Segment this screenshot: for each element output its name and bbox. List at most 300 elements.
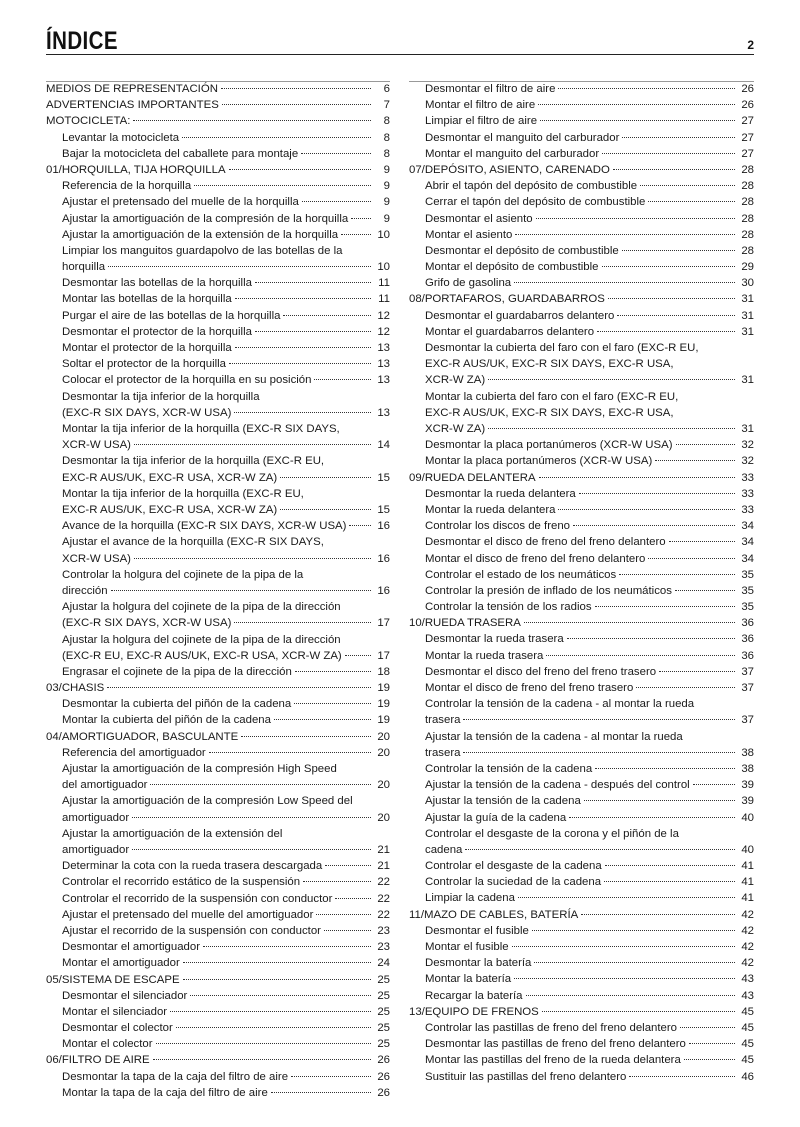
toc-entry-page-number: 45 [741, 1038, 754, 1051]
dot-leader [134, 444, 371, 445]
dot-leader [132, 817, 371, 818]
toc-entry[interactable] [46, 324, 390, 340]
dot-leader [235, 347, 371, 348]
toc-entry-page-number: 45 [741, 1021, 754, 1034]
toc-entry[interactable] [46, 275, 390, 291]
toc-entry[interactable] [409, 567, 754, 583]
toc-entry-page-number: 25 [377, 1038, 390, 1051]
toc-entry-title: Montar la cubierta del piñón de la cadena [62, 714, 271, 727]
dot-leader [693, 784, 735, 785]
toc-entry[interactable] [409, 130, 754, 146]
dot-leader [107, 687, 371, 688]
toc-entry-title: Desmontar el asiento [425, 212, 533, 225]
toc-entry[interactable] [46, 874, 390, 890]
dot-leader [539, 477, 735, 478]
toc-chapter-entry[interactable] [46, 680, 390, 696]
dot-leader [581, 914, 735, 915]
dot-leader [156, 1043, 371, 1044]
toc-entry[interactable] [46, 534, 390, 566]
toc-entry[interactable] [409, 729, 754, 761]
toc-entry-title: Montar el guardabarros delantero [425, 325, 595, 338]
toc-entry-title: Controlar la suciedad de la cadena [425, 876, 602, 889]
toc-entry-page-number: 31 [741, 293, 754, 306]
dot-leader [209, 752, 371, 753]
toc-entry-title: Controlar la tensión de los radios [425, 601, 592, 614]
toc-entry-title: Ajustar la guía de la cadena [425, 811, 567, 824]
dot-leader [235, 298, 371, 299]
toc-entry[interactable] [409, 793, 754, 809]
toc-entry-page-number: 8 [383, 131, 390, 144]
toc-entry[interactable] [409, 389, 754, 438]
toc-entry-title: 08/PORTAFAROS, GUARDABARROS [409, 293, 605, 306]
dot-leader [680, 1027, 735, 1028]
toc-entry-page-number: 14 [377, 439, 390, 452]
toc-entry[interactable] [46, 1020, 390, 1036]
toc-entry-text-line: Limpiar los manguitos guardapolvo de las botellas de la [62, 244, 343, 257]
toc-entry[interactable] [409, 696, 754, 728]
toc-chapter-entry[interactable] [409, 907, 754, 923]
toc-entry[interactable] [46, 696, 390, 712]
dot-leader [629, 1076, 735, 1077]
toc-entry[interactable] [46, 178, 390, 194]
toc-entry-title: Montar el disco de freno del freno trasero [425, 682, 634, 694]
toc-entry-page-number: 9 [383, 196, 390, 209]
dot-leader [294, 703, 371, 704]
toc-entry[interactable] [409, 971, 754, 987]
dot-leader [463, 719, 735, 720]
toc-entry[interactable] [409, 826, 754, 858]
toc-entry-page-number: 9 [383, 163, 390, 176]
toc-entry-page-number: 12 [377, 309, 390, 322]
dot-leader [613, 169, 735, 170]
toc-entry[interactable] [409, 81, 754, 97]
toc-entry-title: Montar el silenciador [62, 1005, 168, 1018]
toc-entry[interactable] [46, 211, 390, 227]
toc-entry-text-line: Desmontar la tija inferior de la horquilla (EXC-R EU, [62, 455, 325, 468]
toc-entry[interactable] [409, 858, 754, 874]
dot-leader [648, 201, 735, 202]
toc-chapter-entry[interactable] [46, 162, 390, 178]
toc-entry-page-number: 37 [741, 665, 754, 678]
toc-chapter-entry[interactable] [46, 729, 390, 745]
dot-leader [170, 1011, 371, 1012]
toc-entry[interactable] [409, 534, 754, 550]
toc-entry[interactable] [46, 761, 390, 793]
toc-entry-title: Desmontar el colector [62, 1022, 173, 1035]
dot-leader [546, 655, 735, 656]
toc-entry-page-number: 17 [377, 649, 390, 662]
toc-entry-page-number: 17 [377, 617, 390, 630]
toc-entry-title: MOTOCICLETA: [46, 115, 131, 128]
toc-entry[interactable] [46, 146, 390, 162]
dot-leader [316, 914, 371, 915]
toc-entry-title: XCR-W USA) [62, 439, 131, 452]
toc-entry[interactable] [46, 891, 390, 907]
dot-leader [303, 881, 371, 882]
dot-leader [534, 962, 735, 963]
toc-entry[interactable] [409, 583, 754, 599]
toc-entry[interactable] [409, 988, 754, 1004]
toc-entry-page-number: 31 [741, 374, 754, 387]
toc-entry[interactable] [46, 793, 390, 825]
dot-leader [514, 978, 735, 979]
toc-chapter-entry[interactable] [46, 1052, 390, 1068]
toc-chapter-entry[interactable] [409, 470, 754, 486]
toc-entry[interactable] [409, 1036, 754, 1052]
toc-entry-page-number: 30 [741, 277, 754, 290]
toc-entry[interactable] [409, 502, 754, 518]
toc-entry[interactable] [409, 1052, 754, 1068]
toc-entry-title: Desmontar el amortiguador [62, 941, 201, 954]
toc-entry-title: EXC-R AUS/UK, EXC-R USA, XCR-W ZA) [62, 471, 278, 484]
toc-entry-title: Abrir el tapón del depósito de combustible [425, 180, 638, 193]
toc-entry[interactable] [409, 648, 754, 664]
dot-leader [488, 379, 735, 380]
toc-entry[interactable] [409, 259, 754, 275]
toc-entry[interactable] [409, 211, 754, 227]
toc-entry-text-line: Ajustar la amortiguación de la compresión Low Speed del [62, 795, 353, 808]
toc-entry-title: dirección [62, 584, 108, 597]
dot-leader [536, 218, 735, 219]
toc-entry[interactable] [409, 777, 754, 793]
toc-entry-title: Ajustar la tensión de la cadena - después del control [425, 779, 690, 792]
dot-leader [619, 574, 735, 575]
toc-entry-title: Cerrar el tapón del depósito de combustible [425, 196, 646, 209]
toc-entry-title: Desmontar el depósito de combustible [425, 244, 619, 257]
toc-entry-title: Montar el amortiguador [62, 957, 180, 970]
toc-entry-title: Desmontar la cubierta del piñón de la cadena [62, 698, 292, 711]
toc-entry-title: Montar la batería [425, 973, 512, 986]
toc-entry-page-number: 16 [377, 584, 390, 597]
dot-leader [345, 655, 371, 656]
dot-leader [605, 865, 735, 866]
toc-entry-title: Montar las pastillas del freno de la rueda delantera [425, 1054, 681, 1067]
toc-entry-title: Sustituir las pastillas del freno delantero [425, 1070, 627, 1083]
toc-entry[interactable] [409, 308, 754, 324]
toc-entry[interactable] [409, 518, 754, 534]
toc-entry[interactable] [46, 372, 390, 388]
toc-entry-title: Desmontar el guardabarros delantero [425, 309, 615, 322]
toc-entry[interactable] [46, 988, 390, 1004]
dot-leader [558, 509, 735, 510]
toc-entry-text-line: Ajustar la amortiguación de la extensión del [62, 827, 283, 840]
dot-leader [190, 995, 371, 996]
toc-entry-text-line: Controlar la holgura del cojinete de la pipa de la [62, 568, 304, 581]
toc-entry-page-number: 31 [741, 325, 754, 338]
toc-entry-title: amortiguador [62, 811, 130, 824]
toc-entry-title: Montar la rueda delantera [425, 503, 556, 516]
toc-entry-page-number: 11 [378, 277, 390, 290]
toc-entry-title: Referencia de la horquilla [62, 180, 192, 193]
toc-entry[interactable] [409, 923, 754, 939]
toc-entry[interactable] [46, 923, 390, 939]
toc-entry[interactable] [46, 421, 390, 453]
toc-entry[interactable] [409, 178, 754, 194]
toc-entry[interactable] [46, 826, 390, 858]
toc-entry[interactable] [409, 631, 754, 647]
toc-entry-page-number: 33 [741, 471, 754, 484]
toc-entry-title: Ajustar la amortiguación de la extensión de la horquilla [62, 228, 339, 241]
toc-entry[interactable] [46, 712, 390, 728]
toc-entry[interactable] [46, 939, 390, 955]
toc-entry-title: horquilla [62, 261, 106, 274]
header-rule [46, 54, 754, 55]
dot-leader [515, 234, 735, 235]
dot-leader [150, 784, 371, 785]
toc-entry-page-number: 32 [741, 439, 754, 452]
toc-chapter-entry[interactable] [46, 81, 390, 97]
toc-entry-title: trasera [425, 714, 461, 727]
toc-entry-title: amortiguador [62, 844, 130, 856]
toc-entry-page-number: 41 [741, 892, 754, 905]
toc-entry-page-number: 28 [741, 196, 754, 209]
toc-entry-page-number: 25 [377, 1022, 390, 1035]
toc-entry[interactable] [46, 632, 390, 664]
dot-leader [280, 477, 371, 478]
toc-entry-page-number: 39 [741, 795, 754, 808]
toc-entry-title: Controlar el desgaste de la cadena [425, 860, 602, 873]
toc-entry-text-line: Controlar la tensión de la cadena - al montar la rueda [425, 698, 695, 711]
toc-entry[interactable] [409, 243, 754, 259]
dot-leader [542, 1011, 735, 1012]
dot-leader [153, 1059, 371, 1060]
toc-chapter-entry[interactable] [46, 972, 390, 988]
toc-entry[interactable] [46, 1004, 390, 1020]
toc-entry-text-line: Ajustar la amortiguación de la compresión High Speed [62, 763, 337, 776]
toc-chapter-entry[interactable] [409, 162, 754, 178]
dot-leader [558, 88, 735, 89]
dot-leader [176, 1027, 371, 1028]
toc-entry[interactable] [409, 761, 754, 777]
toc-chapter-entry[interactable] [409, 291, 754, 307]
toc-entry-title: XCR-W ZA) [425, 374, 486, 387]
toc-entry[interactable] [46, 243, 390, 275]
toc-entry[interactable] [46, 486, 390, 518]
toc-entry-page-number: 33 [741, 487, 754, 500]
toc-entry-title: XCR-W ZA) [425, 423, 486, 435]
dot-leader [488, 428, 735, 429]
toc-entry-title: Soltar el protector de la horquilla [62, 358, 226, 371]
dot-leader [229, 169, 371, 170]
toc-entry[interactable] [46, 291, 390, 307]
toc-entry-title: Grifo de gasolina [425, 277, 512, 290]
dot-leader [465, 849, 735, 850]
toc-entry-title: Desmontar el protector de la horquilla [62, 325, 252, 338]
toc-entry[interactable] [409, 324, 754, 340]
toc-entry[interactable] [409, 939, 754, 955]
toc-entry[interactable] [46, 907, 390, 923]
toc-entry-page-number: 11 [378, 293, 390, 306]
toc-entry[interactable] [46, 1036, 390, 1052]
toc-entry-title: 01/HORQUILLA, TIJA HORQUILLA [46, 163, 226, 176]
toc-entry[interactable] [46, 858, 390, 874]
dot-leader [622, 250, 735, 251]
toc-entry[interactable] [46, 227, 390, 243]
dot-leader [349, 525, 371, 526]
toc-entry[interactable] [46, 308, 390, 324]
toc-entry-page-number: 26 [741, 83, 754, 95]
toc-entry[interactable] [46, 955, 390, 971]
dot-leader [108, 266, 371, 267]
toc-entry[interactable] [409, 874, 754, 890]
dot-leader [655, 460, 735, 461]
toc-entry-page-number: 21 [377, 844, 390, 856]
toc-entry[interactable] [409, 551, 754, 567]
toc-entry[interactable] [409, 113, 754, 129]
toc-entry-title: Montar la placa portanúmeros (XCR-W USA) [425, 455, 653, 468]
toc-entry[interactable] [46, 130, 390, 146]
toc-entry-page-number: 23 [377, 941, 390, 954]
toc-entry[interactable] [46, 194, 390, 210]
toc-entry-title: Controlar la tensión de la cadena [425, 762, 593, 775]
toc-entry-page-number: 27 [741, 115, 754, 128]
toc-entry[interactable] [46, 1069, 390, 1085]
dot-leader [229, 363, 371, 364]
dot-leader [255, 282, 371, 283]
toc-entry[interactable] [409, 599, 754, 615]
toc-entry-title: Desmontar la rueda trasera [425, 633, 564, 646]
toc-entry[interactable] [46, 745, 390, 761]
toc-entry-title: (EXC-R SIX DAYS, XCR-W USA) [62, 617, 232, 630]
toc-entry-title: 06/FILTRO DE AIRE [46, 1054, 150, 1067]
dot-leader [538, 104, 735, 105]
toc-entry-title: Avance de la horquilla (EXC-R SIX DAYS, XCR-W USA) [62, 520, 347, 533]
toc-entry-page-number: 10 [377, 228, 390, 241]
toc-entry[interactable] [409, 955, 754, 971]
toc-entry[interactable] [409, 97, 754, 113]
toc-entry[interactable] [409, 146, 754, 162]
toc-entry-title: Engrasar el cojinete de la pipa de la dirección [62, 665, 292, 678]
toc-entry-page-number: 26 [377, 1086, 390, 1099]
toc-entry-page-number: 20 [377, 730, 390, 743]
dot-leader [183, 979, 371, 980]
toc-entry[interactable] [46, 1085, 390, 1101]
dot-leader [133, 120, 371, 121]
toc-entry-title: 03/CHASIS [46, 682, 105, 695]
toc-entry[interactable] [46, 567, 390, 599]
toc-entry[interactable] [409, 275, 754, 291]
toc-entry-page-number: 9 [383, 212, 390, 225]
dot-leader [540, 120, 735, 121]
page-title: ÍNDICE [46, 27, 118, 55]
toc-entry-page-number: 34 [741, 536, 754, 549]
toc-entry-page-number: 8 [383, 115, 390, 128]
toc-entry-page-number: 46 [741, 1070, 754, 1083]
toc-entry-text-line: Montar la tija inferior de la horquilla (EXC-R EU, [62, 487, 304, 500]
toc-entry-page-number: 43 [741, 989, 754, 1002]
toc-entry[interactable] [46, 340, 390, 356]
toc-entry-page-number: 32 [741, 455, 754, 468]
toc-entry[interactable] [409, 680, 754, 696]
toc-entry[interactable] [46, 599, 390, 631]
toc-chapter-entry[interactable] [46, 113, 390, 129]
toc-entry-title: Controlar el recorrido de la suspensión con conductor [62, 892, 333, 905]
toc-entry[interactable] [409, 437, 754, 453]
toc-entry-title: Bajar la motocicleta del caballete para montaje [62, 147, 299, 160]
toc-entry[interactable] [409, 340, 754, 389]
dot-leader [280, 509, 371, 510]
toc-entry[interactable] [409, 890, 754, 906]
toc-entry-page-number: 28 [741, 163, 754, 176]
toc-entry-page-number: 20 [377, 746, 390, 759]
toc-entry-page-number: 25 [377, 989, 390, 1002]
toc-entry[interactable] [46, 664, 390, 680]
toc-entry-page-number: 37 [741, 714, 754, 727]
toc-entry[interactable] [409, 227, 754, 243]
toc-entry-page-number: 39 [741, 779, 754, 792]
toc-chapter-entry[interactable] [46, 97, 390, 113]
toc-entry-page-number: 35 [741, 584, 754, 597]
toc-entry-title: MEDIOS DE REPRESENTACIÓN [46, 83, 218, 95]
toc-entry-title: Desmontar el filtro de aire [425, 83, 556, 95]
toc-entry[interactable] [409, 1020, 754, 1036]
dot-leader [183, 962, 371, 963]
dot-leader [689, 1043, 735, 1044]
dot-leader [567, 638, 735, 639]
toc-entry-page-number: 26 [741, 99, 754, 112]
toc-entry-text-line: Ajustar la tensión de la cadena - al montar la rueda [425, 730, 683, 743]
toc-chapter-entry[interactable] [409, 1004, 754, 1020]
toc-entry[interactable] [46, 453, 390, 485]
toc-entry-page-number: 27 [741, 131, 754, 144]
dot-leader [301, 153, 371, 154]
dot-leader [463, 752, 735, 753]
toc-entry-page-number: 28 [741, 244, 754, 257]
toc-entry[interactable] [46, 356, 390, 372]
toc-entry-title: Desmontar la rueda delantera [425, 487, 576, 500]
toc-entry-page-number: 25 [377, 973, 390, 986]
toc-entry[interactable] [409, 810, 754, 826]
dot-leader [684, 1059, 735, 1060]
dot-leader [132, 849, 371, 850]
toc-entry-page-number: 34 [741, 552, 754, 565]
toc-entry-title: 07/DEPÓSITO, ASIENTO, CARENADO [409, 163, 610, 176]
toc-entry-title: Desmontar la tapa de la caja del filtro de aire [62, 1070, 289, 1083]
toc-entry[interactable] [409, 486, 754, 502]
toc-entry-title: 10/RUEDA TRASERA [409, 617, 521, 630]
toc-entry[interactable] [46, 518, 390, 534]
toc-entry-page-number: 26 [377, 1070, 390, 1083]
dot-leader [602, 153, 735, 154]
dot-leader [532, 930, 735, 931]
dot-leader [182, 137, 371, 138]
toc-entry[interactable] [46, 389, 390, 421]
toc-left-column [46, 81, 390, 1101]
dot-leader [234, 412, 371, 413]
dot-leader [302, 201, 371, 202]
toc-entry-text-line: Desmontar la cubierta del faro con el faro (EXC-R EU, [425, 342, 699, 355]
toc-entry[interactable] [409, 664, 754, 680]
toc-entry-page-number: 41 [741, 860, 754, 873]
toc-entry-page-number: 22 [377, 876, 390, 889]
toc-entry[interactable] [409, 1069, 754, 1085]
toc-entry-text-line: Ajustar el avance de la horquilla (EXC-R SIX DAYS, [62, 536, 324, 549]
dot-leader [295, 671, 371, 672]
toc-entry-title: Desmontar el fusible [425, 924, 529, 937]
toc-entry[interactable] [409, 194, 754, 210]
toc-entry-page-number: 21 [377, 860, 390, 873]
toc-entry-title: Controlar la presión de inflado de los neumáticos [425, 584, 672, 597]
toc-entry-title: EXC-R AUS/UK, EXC-R USA, XCR-W ZA) [62, 503, 278, 516]
toc-chapter-entry[interactable] [409, 615, 754, 631]
dot-leader [203, 946, 371, 947]
dot-leader [255, 331, 371, 332]
toc-entry-page-number: 13 [377, 406, 390, 419]
toc-entry-page-number: 34 [741, 520, 754, 533]
toc-entry-page-number: 28 [741, 212, 754, 225]
toc-entry[interactable] [409, 453, 754, 469]
dot-leader [241, 736, 371, 737]
